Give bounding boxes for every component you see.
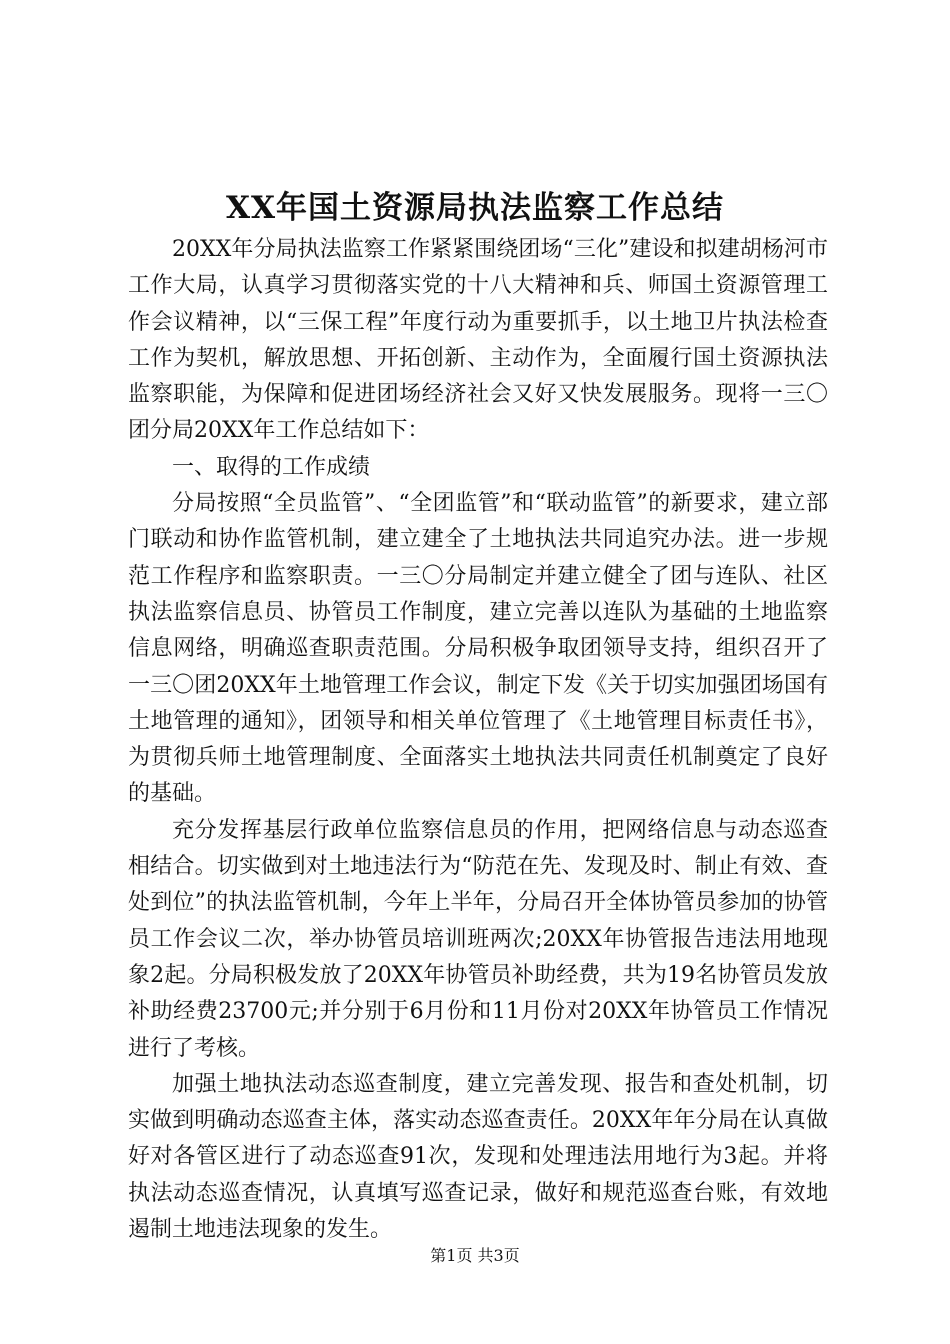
- body-paragraph: 充分发挥基层行政单位监察信息员的作用，把网络信息与动态巡查相结合。切实做到对土地违法行为“防范在先、发现及时、制止有效、查处到位”的执法监管机制，今年上半年，分局召开全体协管员参加的协管员工作会议二次，举办协管员培训班两次;20XX年协管报告违法用地现象2起。分局积极发放了20XX年协管员补助经费，共为19名协管员发放补助经费23700元;并分别于6月份和11月份对20XX年协管员工作情况进行了考核。: [128, 817, 828, 1061]
- section-heading: 一、取得的工作成绩: [172, 454, 371, 480]
- intro-paragraph: 20XX年分局执法监察工作紧紧围绕团场“三化”建设和拟建胡杨河市工作大局，认真学习贯彻落实党的十八大精神和兵、师国土资源管理工作会议精神，以“三保工程”年度行动为重要抓手，以土地卫片执法检查工作为契机，解放思想、开拓创新、主动作为，全面履行国土资源执法监察职能，为保障和促进团场经济社会又好又快发展服务。现将一三〇团分局20XX年工作总结如下：: [128, 237, 828, 444]
- body-paragraph: 分局按照“全员监管”、“全团监管”和“联动监管”的新要求，建立部门联动和协作监管机制，建立建全了土地执法共同追究办法。进一步规范工作程序和监察职责。一三〇分局制定并建立健全了团与连队、社区执法监察信息员、协管员工作制度，建立完善以连队为基础的土地监察信息网络，明确巡查职责范围。分局积极争取团领导支持，组织召开了一三〇团20XX年土地管理工作会议，制定下发《关于切实加强团场国有土地管理的通知》，团领导和相关单位管理了《土地管理目标责任书》，为贯彻兵师土地管理制度、全面落实土地执法共同责任机制奠定了良好的基础。: [128, 491, 829, 807]
- document-title: XX年国土资源局执法监察工作总结: [225, 190, 725, 226]
- page-footer: 第1页 共3页: [430, 1246, 520, 1265]
- body-paragraph: 加强土地执法动态巡查制度，建立完善发现、报告和查处机制，切实做到明确动态巡查主体，落实动态巡查责任。20XX年年分局在认真做好对各管区进行了动态巡查91次，发现和处理违法用地行为3起。并将执法动态巡查情况，认真填写巡查记录，做好和规范巡查台账，有效地遏制土地违法现象的发生。: [128, 1071, 828, 1243]
- document-body: [128, 232, 828, 1248]
